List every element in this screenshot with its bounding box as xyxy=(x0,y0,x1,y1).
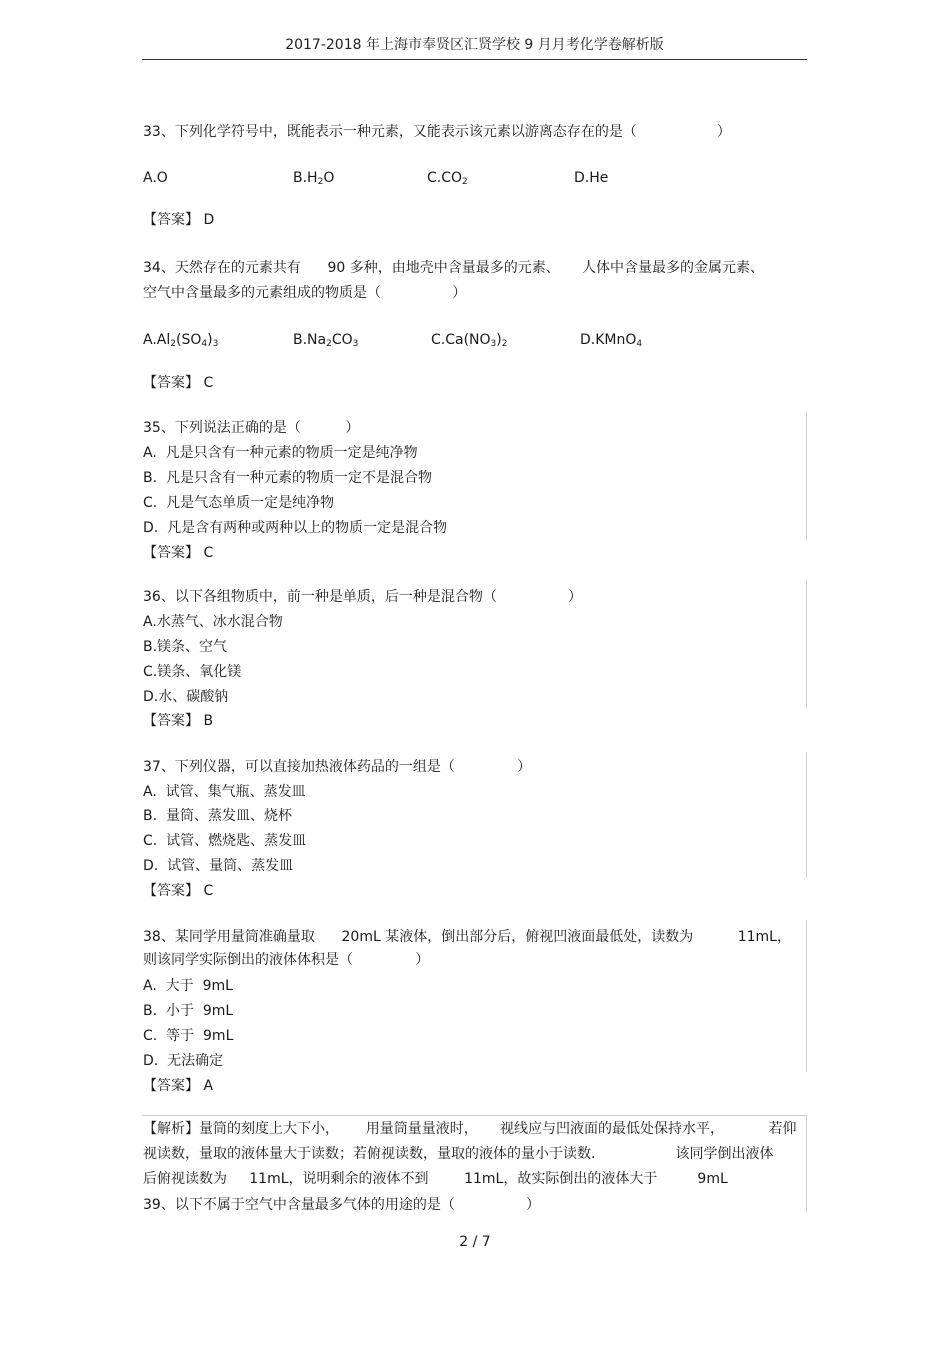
q35-option-a: A. 凡是只含有一种元素的物质一定是纯净物 xyxy=(143,445,418,461)
q37-option-d: D. 试管、量筒、蒸发皿 xyxy=(143,858,294,874)
analysis-line3: 后俯视读数为 11mL，说明剩余的液体不到 11mL，故实际倒出的液体大于 9mL xyxy=(143,1171,728,1187)
q38-answer: 【答案】 A xyxy=(143,1078,214,1094)
q36-answer: 【答案】 B xyxy=(143,713,214,729)
q36-option-a: A.水蒸气、冰水混合物 xyxy=(143,614,283,630)
q35-option-c: C. 凡是气态单质一定是纯净物 xyxy=(143,495,335,511)
page-header xyxy=(142,35,807,60)
q34-option-c: $C.Ca(NO_3)_2$ xyxy=(431,332,508,349)
question-35-stem: 35、下列说法正确的是（ ） xyxy=(143,420,360,436)
question-38-stem-line1: 38、某同学用量筒准确量取 20mL 某液体，倒出部分后，俯视凹液面最低处，读数为 11mL， xyxy=(143,929,791,945)
page-number: 2 / 7 xyxy=(459,1234,491,1250)
q37-answer: 【答案】 C xyxy=(143,883,214,899)
q33-option-b: $B.H_2O$ xyxy=(293,170,335,187)
question-34-stem-line1: 34、天然存在的元素共有 90 多种，由地壳中含量最多的元素、 人体中含量最多的金属元素、 xyxy=(143,260,765,276)
q33-answer: 【答案】 D xyxy=(143,212,215,228)
q36-option-c: C.镁条、氧化镁 xyxy=(143,664,242,680)
q33-option-d: D.He xyxy=(574,170,609,186)
question-33-stem: 33、下列化学符号中，既能表示一种元素，又能表示该元素以游离态存在的是（ ） xyxy=(143,124,731,140)
q38-option-b: B. 小于 9mL xyxy=(143,1003,234,1019)
q34-option-b: $B.Na_2CO_3$ xyxy=(293,332,359,349)
question-39-stem: 39、以下不属于空气中含量最多气体的用途的是（ ） xyxy=(143,1197,541,1213)
question-34-stem-line2: 空气中含量最多的元素组成的物质是（ ） xyxy=(143,285,467,301)
question-37-stem: 37、下列仪器，可以直接加热液体药品的一组是（ ） xyxy=(143,759,532,775)
margin-rule xyxy=(806,752,807,878)
q37-option-a: A. 试管、集气瓶、蒸发皿 xyxy=(143,784,306,800)
margin-rule xyxy=(806,412,807,540)
q34-answer: 【答案】 C xyxy=(143,375,214,391)
q33-option-a: A.O xyxy=(143,170,168,186)
q36-option-b: B.镁条、空气 xyxy=(143,639,228,655)
q38-option-a: A. 大于 9mL xyxy=(143,978,233,994)
q37-option-b: B. 量筒、蒸发皿、烧杯 xyxy=(143,808,292,824)
analysis-line1: 【解析】量筒的刻度上大下小， 用量筒量量液时， 视线应与凹液面的最低处保持水平， 若仰 xyxy=(143,1121,797,1137)
q34-option-a: $A.Al_2(SO_4)_3$ xyxy=(143,332,219,349)
header-title: 2017-2018 年上海市奉贤区汇贤学校 9 月月考化学卷解析版 xyxy=(285,37,664,53)
q36-option-d: D.水、碳酸钠 xyxy=(143,689,229,705)
q35-option-b: B. 凡是只含有一种元素的物质一定不是混合物 xyxy=(143,470,432,486)
q38-option-d: D. 无法确定 xyxy=(143,1053,224,1069)
question-36-stem: 36、以下各组物质中，前一种是单质，后一种是混合物（ ） xyxy=(143,589,583,605)
q34-option-d: D.KMnO$_4$ xyxy=(580,332,643,349)
margin-rule xyxy=(806,1115,807,1212)
q37-option-c: C. 试管、燃烧匙、蒸发皿 xyxy=(143,833,307,849)
q33-option-c: $C.CO_2$ xyxy=(427,170,468,187)
question-38-stem-line2: 则该同学实际倒出的液体体积是（ ） xyxy=(143,952,430,968)
q35-answer: 【答案】 C xyxy=(143,545,214,561)
q38-option-c: C. 等于 9mL xyxy=(143,1028,234,1044)
margin-rule xyxy=(806,580,807,708)
analysis-line2: 视读数，量取的液体量大于读数；若俯视读数，量取的液体的量小于读数. 该同学倒出液体 xyxy=(143,1146,774,1162)
margin-rule xyxy=(806,920,807,1072)
q35-option-d: D. 凡是含有两种或两种以上的物质一定是混合物 xyxy=(143,520,448,536)
